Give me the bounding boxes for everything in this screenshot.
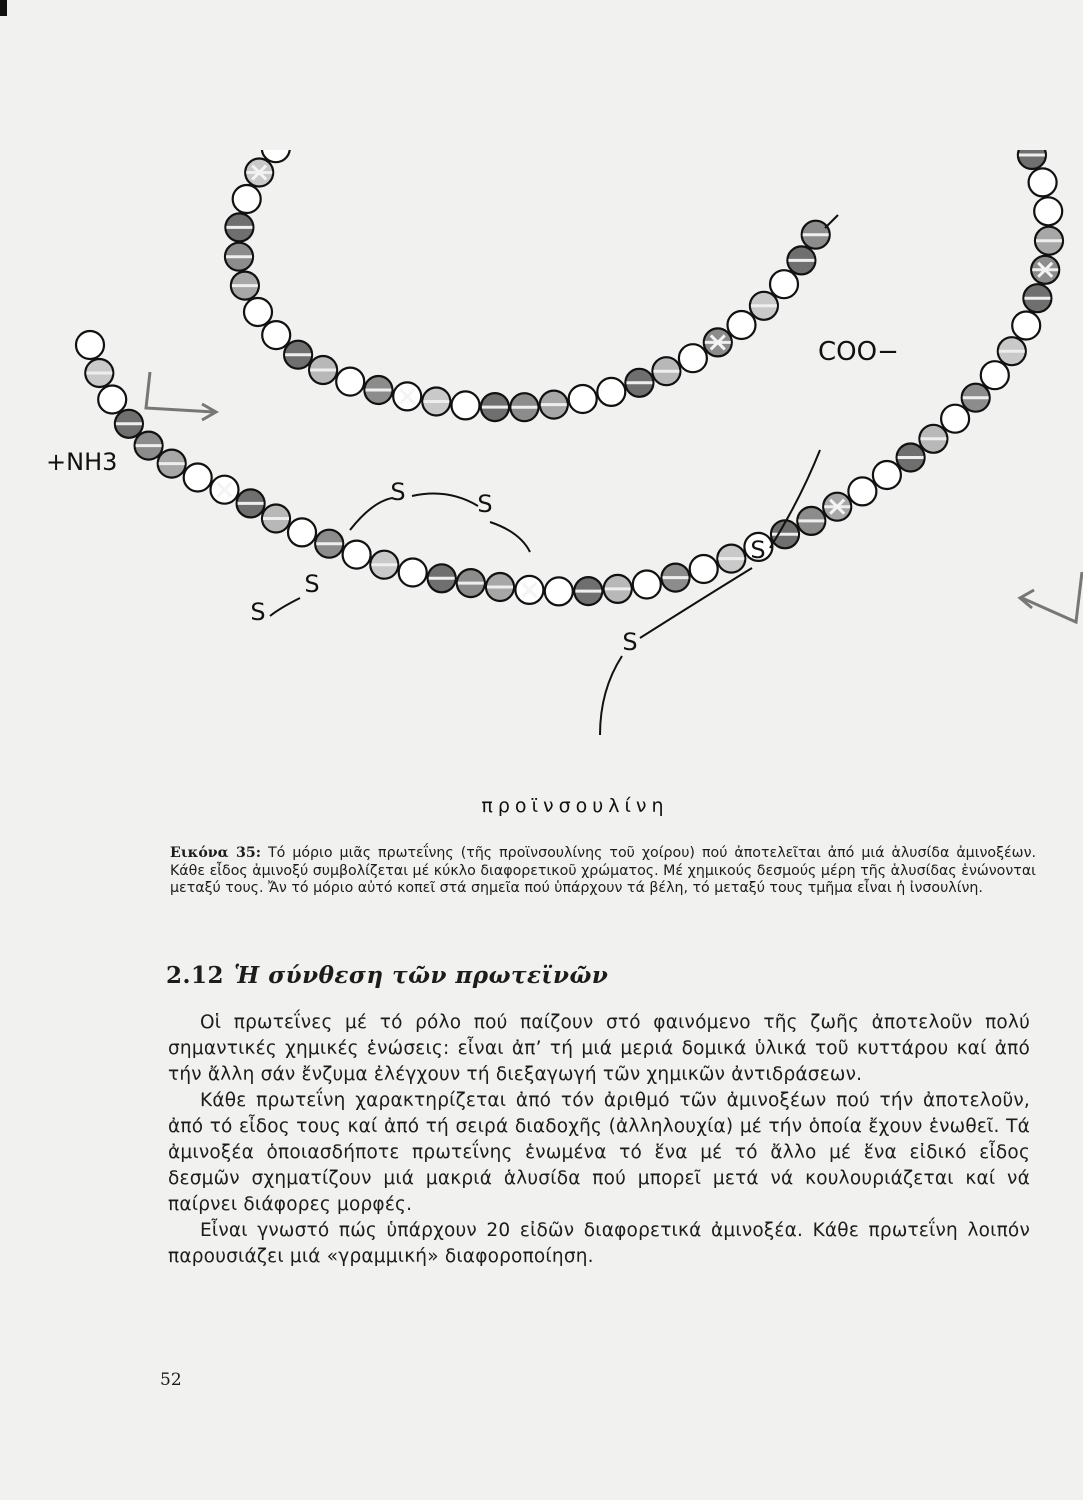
amino-acid-bead — [233, 185, 261, 213]
amino-acid-bead — [625, 369, 653, 397]
amino-acid-bead — [941, 405, 969, 433]
amino-acid-bead — [1029, 168, 1057, 196]
section-heading — [166, 962, 608, 989]
amino-acid-bead — [919, 425, 947, 453]
amino-acid-bead — [787, 246, 815, 274]
amino-acid-bead — [76, 331, 104, 359]
disulfide-bonds — [250, 215, 838, 735]
diagram-title: προϊνσουλίνη — [481, 795, 669, 817]
proinsulin-diagram — [0, 150, 1083, 830]
amino-acid-bead — [135, 432, 163, 460]
amino-acid-bead — [262, 321, 290, 349]
amino-acid-bead — [231, 272, 259, 300]
amino-acid-bead — [237, 489, 265, 517]
amino-acid-bead — [652, 357, 680, 385]
amino-acid-bead — [399, 559, 427, 587]
amino-acid-bead — [704, 328, 732, 356]
coo-stub — [825, 215, 838, 228]
amino-acid-bead — [1034, 197, 1062, 225]
amino-acid-bead — [510, 393, 538, 421]
amino-acid-bead — [690, 555, 718, 583]
amino-acid-bead — [370, 551, 398, 579]
disulfide-line — [270, 598, 300, 616]
amino-acid-bead — [184, 464, 212, 492]
amino-acid-bead — [962, 384, 990, 412]
amino-acid-bead — [422, 388, 450, 416]
amino-acid-bead — [998, 337, 1026, 365]
amino-acid-bead — [211, 476, 239, 504]
amino-acid-bead — [848, 477, 876, 505]
amino-acid-bead — [245, 159, 273, 187]
amino-acid-bead — [452, 391, 480, 419]
amino-acid-bead — [225, 213, 253, 241]
amino-acid-bead — [85, 359, 113, 387]
amino-acid-bead — [428, 564, 456, 592]
amino-acid-bead — [158, 450, 186, 478]
paragraph-3: Εἶναι γνωστό πώς ὑπάρχουν 20 εἰδῶν διαφορετικά ἀμινοξέα. Κάθε πρωτεΐνη λοιπόν παρουσιάζει μιά «γραμμική» διαφοροποίηση. — [168, 1220, 1030, 1267]
amino-acid-bead — [515, 576, 543, 604]
amino-acid-bead — [315, 530, 343, 558]
sulfur-label: S — [477, 490, 493, 518]
amino-acid-bead — [797, 507, 825, 535]
amino-acid-bead — [1018, 150, 1046, 169]
amino-acid-bead — [823, 493, 851, 521]
caption-text: Τό μόριο μιᾶς πρωτεΐνης (τῆς προϊνσουλίνης τοῦ χοίρου) πού ἀποτελεῖται ἀπό μιά ἁλυσίδα ἀμινοξέων. Κάθε εἶδος ἀμινοξύ συμβολίζεται μέ κύκλο διαφορετικοῦ χρώματος. Μέ χημικούς δεσμούς μέρη τῆς ἁλυσίδας ἑνώνονται μεταξύ τους. Ἄν τό μόριο αὐτό κοπεῖ στά σημεῖα πού ὑπάρχουν τά βέλη, τό μεταξύ τους τμῆμα εἶναι ἡ ἰνσουλίνη. — [170, 845, 1036, 896]
amino-acid-bead — [604, 575, 632, 603]
amino-acid-bead — [897, 444, 925, 472]
amino-acid-bead — [1035, 227, 1063, 255]
amino-acid-bead — [633, 571, 661, 599]
body-text — [168, 1010, 1030, 1270]
right-arrow — [1022, 572, 1082, 622]
page-number: 52 — [160, 1370, 182, 1390]
section-title: Ἡ σύνθεση τῶν πρωτεϊνῶν — [234, 962, 609, 989]
sulfur-label: S — [250, 598, 266, 626]
amino-acid-bead — [481, 393, 509, 421]
figure-caption — [170, 845, 1036, 898]
amino-acid-bead — [873, 461, 901, 489]
amino-acid-bead — [597, 378, 625, 406]
amino-acid-bead — [244, 298, 272, 326]
disulfide-line — [412, 494, 478, 506]
amino-acid-bead — [336, 368, 364, 396]
amino-acid-bead — [1023, 284, 1051, 312]
amino-acid-bead — [679, 344, 707, 372]
amino-acid-bead — [1031, 256, 1059, 284]
paragraph-2: Κάθε πρωτεΐνη χαρακτηρίζεται ἀπό τόν ἀριθμό τῶν ἀμινοξέων πού τήν ἀποτελοῦν, ἀπό τό εἶδος τους καί ἀπό τή σειρά διαδοχῆς (ἀλληλουχία) μέ τήν ὁποία ἔχουν ἑνωθεῖ. Τά ἀμινοξέα ὁποιασδήποτε πρωτεΐνης ἑνωμένα τό ἕνα μέ τό ἄλλο μέ ἕνα εἰδικό εἶδος δεσμῶν σχηματίζουν μιά μακριά ἁλυσίδα πού μπορεῖ μετά νά κουλουριάζεται καί νά παίρνει διάφορες μορφές. — [168, 1090, 1030, 1215]
amino-acid-bead — [540, 391, 568, 419]
paragraph-1: Οἱ πρωτεΐνες μέ τό ρόλο πού παίζουν στό φαινόμενο τῆς ζωῆς ἀποτελοῦν πολύ σημαντικές χημικές ἑνώσεις: εἶναι ἀπ’ τή μιά μεριά δομικά ὑλικά τοῦ κυττάρου καί ἀπό τήν ἄλλη σάν ἔνζυμα ἐλέγχουν τή διεξαγωγή τῶν χημικῶν ἀντιδράσεων. — [168, 1012, 1030, 1085]
amino-acid-bead — [225, 243, 253, 271]
amino-acid-bead — [717, 545, 745, 573]
amino-acid-chain — [76, 150, 1063, 605]
caption-label: Εικόνα 35: — [170, 845, 261, 861]
corner-scan-mark — [0, 0, 7, 16]
amino-acid-bead — [750, 292, 778, 320]
amino-acid-bead — [364, 376, 392, 404]
amino-acid-bead — [662, 564, 690, 592]
coo-label: COO− — [818, 337, 899, 367]
amino-acid-bead — [393, 382, 421, 410]
amino-acid-bead — [115, 410, 143, 438]
sulfur-label: S — [750, 536, 766, 564]
amino-acid-bead — [457, 569, 485, 597]
amino-acid-bead — [802, 221, 830, 249]
sulfur-label: S — [622, 628, 638, 656]
amino-acid-bead — [981, 361, 1009, 389]
sulfur-label: S — [390, 478, 406, 506]
disulfide-line — [490, 522, 530, 552]
amino-acid-bead — [98, 386, 126, 414]
amino-acid-bead — [486, 573, 514, 601]
amino-acid-bead — [545, 577, 573, 605]
nh3-label: +NH3 — [46, 448, 118, 476]
disulfide-line — [600, 656, 622, 735]
sulfur-label: S — [304, 570, 320, 598]
amino-acid-bead — [262, 505, 290, 533]
amino-acid-bead — [574, 577, 602, 605]
amino-acid-bead — [728, 311, 756, 339]
amino-acid-bead — [569, 385, 597, 413]
amino-acid-bead — [1012, 312, 1040, 340]
disulfide-line — [350, 498, 392, 530]
section-number: 2.12 — [166, 962, 225, 989]
amino-acid-bead — [288, 518, 316, 546]
amino-acid-bead — [343, 541, 371, 569]
amino-acid-bead — [770, 270, 798, 298]
amino-acid-bead — [284, 341, 312, 369]
amino-acid-bead — [309, 356, 337, 384]
